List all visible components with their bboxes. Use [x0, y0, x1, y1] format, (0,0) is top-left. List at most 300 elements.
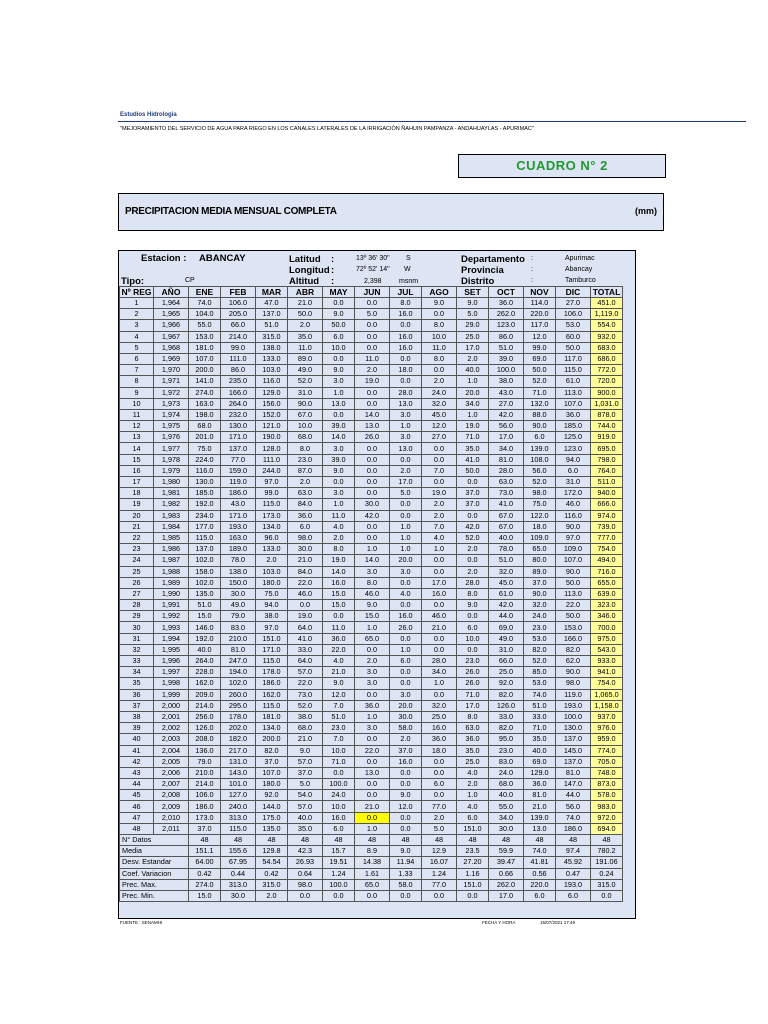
table-cell: 0.0	[422, 443, 457, 454]
table-cell: 232.0	[221, 409, 256, 420]
table-cell: 3.0	[390, 432, 422, 443]
column-header: JUL	[390, 287, 422, 298]
table-cell: 90.0	[524, 421, 556, 432]
table-cell: 85.0	[524, 667, 556, 678]
table-cell: 19.0	[323, 555, 355, 566]
table-cell: 61.0	[489, 588, 524, 599]
table-cell: 99.0	[256, 488, 288, 499]
table-cell: 26.0	[355, 432, 390, 443]
table-cell: 123.0	[556, 443, 591, 454]
table-cell: 98.0	[524, 488, 556, 499]
table-cell: 51.0	[256, 320, 288, 331]
stats-cell: 48	[189, 835, 221, 846]
estacion-value: ABANCAY	[199, 253, 246, 264]
table-cell: 74.0	[189, 298, 221, 309]
table-cell: 6.0	[422, 779, 457, 790]
stats-cell: 8.9	[355, 846, 390, 857]
stats-cell: 15.7	[323, 846, 355, 857]
stats-label: Coef. Variacion	[120, 868, 189, 879]
table-cell: 63.0	[288, 488, 323, 499]
stats-cell: 48	[221, 835, 256, 846]
stats-cell: 98.0	[288, 879, 323, 890]
table-cell: 4.0	[457, 767, 489, 778]
table-cell: 3.0	[355, 723, 390, 734]
table-cell: 126.0	[489, 700, 524, 711]
stats-cell: 0.42	[256, 868, 288, 879]
table-cell: 47	[120, 812, 154, 823]
table-cell: 40	[120, 734, 154, 745]
table-cell: 1.0	[390, 421, 422, 432]
table-cell: 777.0	[591, 532, 623, 543]
stats-cell: 45.92	[556, 857, 591, 868]
table-cell: 33.0	[524, 711, 556, 722]
table-cell: 33.0	[489, 711, 524, 722]
table-cell: 62.0	[556, 656, 591, 667]
table-cell: 20	[120, 510, 154, 521]
table-cell: 202.0	[221, 723, 256, 734]
table-cell: 50.0	[323, 320, 355, 331]
table-cell: 34.0	[489, 443, 524, 454]
table-cell: 716.0	[591, 566, 623, 577]
stats-label: Prec. Max.	[120, 879, 189, 890]
table-cell: 975.0	[591, 633, 623, 644]
table-cell: 107.0	[556, 555, 591, 566]
table-row	[120, 465, 623, 476]
table-cell: 22	[120, 532, 154, 543]
table-cell: 35.0	[288, 823, 323, 834]
table-cell: 0.0	[355, 790, 390, 801]
table-cell: 92.0	[256, 790, 288, 801]
table-cell: 13.0	[323, 398, 355, 409]
table-cell: 30.0	[390, 711, 422, 722]
table-cell: 22.0	[288, 678, 323, 689]
table-cell: 208.0	[189, 734, 221, 745]
table-cell: 0.0	[422, 790, 457, 801]
altitud-colon: :	[331, 276, 335, 287]
table-cell: 137.0	[556, 734, 591, 745]
table-cell: 695.0	[591, 443, 623, 454]
table-cell: 104.0	[189, 309, 221, 320]
table-cell: 2.0	[457, 353, 489, 364]
table-cell: 20.0	[390, 555, 422, 566]
table-cell: 754.0	[591, 544, 623, 555]
table-cell: 3	[120, 320, 154, 331]
column-header: NOV	[524, 287, 556, 298]
table-cell: 2,008	[154, 790, 189, 801]
table-cell: 2.0	[288, 477, 323, 488]
table-cell: 1.0	[422, 544, 457, 555]
table-cell: 16	[120, 465, 154, 476]
table-cell: 177.0	[189, 521, 221, 532]
table-cell: 313.0	[221, 812, 256, 823]
table-cell: 27.0	[556, 298, 591, 309]
table-cell: 2,001	[154, 711, 189, 722]
table-cell: 50.0	[457, 465, 489, 476]
stats-cell: 48	[556, 835, 591, 846]
table-cell: 1,995	[154, 644, 189, 655]
table-cell: 185.0	[189, 488, 221, 499]
table-cell: 8.0	[457, 588, 489, 599]
table-cell: 0.0	[355, 298, 390, 309]
table-cell: 0.0	[390, 454, 422, 465]
table-cell: 115.0	[556, 365, 591, 376]
stats-label: Desv. Estandar	[120, 857, 189, 868]
table-cell: 1.0	[422, 678, 457, 689]
table-cell: 228.0	[189, 667, 221, 678]
table-cell: 511.0	[591, 477, 623, 488]
stats-label: Prec. Min.	[120, 890, 189, 901]
table-cell: 247.0	[221, 656, 256, 667]
table-cell: 1,975	[154, 421, 189, 432]
table-cell: 1,974	[154, 409, 189, 420]
table-cell: 42.0	[489, 600, 524, 611]
table-cell: 50.0	[556, 611, 591, 622]
table-cell: 18.0	[390, 365, 422, 376]
table-cell: 2,003	[154, 734, 189, 745]
table-cell: 7.0	[323, 700, 355, 711]
column-header: Nº REG	[121, 286, 152, 297]
table-cell: 3.0	[323, 443, 355, 454]
estacion-label: Estacion :	[141, 253, 187, 264]
table-cell: 51.0	[489, 342, 524, 353]
table-row	[120, 723, 623, 734]
stats-cell: 48	[323, 835, 355, 846]
stats-cell: 11.94	[390, 857, 422, 868]
table-cell: 55.0	[189, 320, 221, 331]
table-cell: 28.0	[489, 465, 524, 476]
table-cell: 40.0	[457, 365, 489, 376]
table-cell: 107.0	[556, 398, 591, 409]
table-cell: 133.0	[256, 353, 288, 364]
stats-cell: 1.24	[323, 868, 355, 879]
table-cell: 28.0	[422, 656, 457, 667]
table-cell: 57.0	[288, 801, 323, 812]
table-cell: 40.0	[524, 745, 556, 756]
table-cell: 0.0	[355, 454, 390, 465]
table-row	[120, 432, 623, 443]
table-cell: 61.0	[556, 376, 591, 387]
table-cell: 12.0	[524, 331, 556, 342]
table-cell: 68.0	[189, 421, 221, 432]
table-cell: 66.0	[221, 320, 256, 331]
stats-cell: 48	[591, 835, 623, 846]
table-cell: 2.0	[422, 812, 457, 823]
table-cell: 0.0	[390, 600, 422, 611]
table-cell: 1.0	[390, 532, 422, 543]
table-cell: 54.0	[288, 790, 323, 801]
table-cell: 1,031.0	[591, 398, 623, 409]
table-cell: 940.0	[591, 488, 623, 499]
table-cell: 494.0	[591, 555, 623, 566]
table-cell: 0.0	[355, 443, 390, 454]
table-cell: 90.0	[556, 667, 591, 678]
table-cell: 36.0	[524, 779, 556, 790]
table-cell: 82.0	[524, 644, 556, 655]
table-cell: 18.0	[524, 521, 556, 532]
column-header: JUN	[355, 287, 390, 298]
stats-cell: 59.9	[489, 846, 524, 857]
table-cell: 10.0	[323, 745, 355, 756]
table-cell: 84.0	[288, 499, 323, 510]
provincia-value: Abancay	[565, 266, 593, 273]
table-cell: 1,985	[154, 532, 189, 543]
table-cell: 35.0	[288, 331, 323, 342]
table-cell: 125.0	[556, 432, 591, 443]
table-cell: 137.0	[256, 309, 288, 320]
table-row	[120, 365, 623, 376]
column-header: AGO	[422, 287, 457, 298]
table-row	[120, 678, 623, 689]
table-cell: 8.0	[288, 443, 323, 454]
table-cell: 1.0	[457, 376, 489, 387]
table-cell: 17.0	[457, 700, 489, 711]
table-cell: 686.0	[591, 353, 623, 364]
table-cell: 1,966	[154, 320, 189, 331]
table-cell: 11.0	[288, 342, 323, 353]
table-cell: 171.0	[221, 432, 256, 443]
table-cell: 2.0	[422, 499, 457, 510]
table-cell: 107.0	[189, 353, 221, 364]
table-cell: 1,982	[154, 499, 189, 510]
table-cell: 0.0	[422, 767, 457, 778]
stats-cell: 6.0	[524, 890, 556, 901]
table-row	[120, 633, 623, 644]
table-cell: 13.0	[355, 767, 390, 778]
table-cell: 137.0	[189, 544, 221, 555]
table-cell: 65.0	[524, 544, 556, 555]
table-cell: 0.0	[422, 566, 457, 577]
table-cell: 12.0	[323, 689, 355, 700]
stats-cell: 315.0	[256, 879, 288, 890]
table-cell: 68.0	[288, 723, 323, 734]
table-cell: 9.0	[355, 600, 390, 611]
table-cell: 3.0	[355, 566, 390, 577]
stats-cell: 0.56	[524, 868, 556, 879]
table-cell: 67.0	[489, 521, 524, 532]
table-cell: 101.0	[221, 779, 256, 790]
table-cell: 937.0	[591, 711, 623, 722]
table-cell: 43.0	[489, 387, 524, 398]
table-cell: 205.0	[221, 309, 256, 320]
table-cell: 1.0	[355, 544, 390, 555]
table-cell: 0.0	[390, 353, 422, 364]
table-cell: 2.0	[355, 365, 390, 376]
stats-cell: 155.6	[221, 846, 256, 857]
table-cell: 46.0	[422, 611, 457, 622]
table-row	[120, 532, 623, 543]
departamento-value: Apurimac	[565, 255, 595, 262]
table-cell: 13.0	[390, 443, 422, 454]
table-cell: 24.0	[323, 790, 355, 801]
table-cell: 81.0	[489, 454, 524, 465]
table-cell: 115.0	[189, 532, 221, 543]
stats-row	[120, 835, 623, 846]
table-cell: 113.0	[556, 387, 591, 398]
table-cell: 19.0	[355, 376, 390, 387]
table-cell: 11.0	[422, 342, 457, 353]
table-cell: 173.0	[189, 812, 221, 823]
distrito-label: Distrito	[461, 276, 495, 287]
table-cell: 28	[120, 600, 154, 611]
table-cell: 27.0	[489, 398, 524, 409]
table-cell: 153.0	[556, 622, 591, 633]
table-cell: 71.0	[524, 723, 556, 734]
stats-cell: 19.51	[323, 857, 355, 868]
table-cell: 36.0	[355, 700, 390, 711]
table-cell: 41.0	[489, 499, 524, 510]
table-cell: 0.0	[390, 767, 422, 778]
table-cell: 2.0	[457, 779, 489, 790]
table-cell: 0.0	[355, 488, 390, 499]
table-cell: 26.0	[390, 622, 422, 633]
table-cell: 117.0	[524, 320, 556, 331]
table-cell: 30.0	[221, 588, 256, 599]
table-cell: 100.0	[489, 365, 524, 376]
table-cell: 1,979	[154, 465, 189, 476]
table-cell: 1,984	[154, 521, 189, 532]
table-row	[120, 331, 623, 342]
table-cell: 52.0	[288, 700, 323, 711]
stats-cell: 100.0	[323, 879, 355, 890]
departamento-colon: :	[531, 255, 533, 262]
table-cell: 15	[120, 454, 154, 465]
table-cell: 60.0	[556, 331, 591, 342]
stats-cell: 0.0	[323, 890, 355, 901]
table-cell: 774.0	[591, 745, 623, 756]
table-cell: 73.0	[489, 488, 524, 499]
table-cell: 37.0	[457, 488, 489, 499]
table-cell: 53.0	[524, 678, 556, 689]
table-cell: 1,997	[154, 667, 189, 678]
column-header: FEB	[221, 287, 256, 298]
table-cell: 49.0	[489, 633, 524, 644]
table-cell: 50.0	[556, 342, 591, 353]
table-cell: 77.0	[221, 454, 256, 465]
table-cell: 81.0	[556, 767, 591, 778]
stats-cell: 12.9	[422, 846, 457, 857]
table-cell: 71.0	[457, 432, 489, 443]
table-cell: 44.0	[489, 611, 524, 622]
table-cell: 234.0	[189, 510, 221, 521]
table-cell: 4.0	[323, 656, 355, 667]
table-cell: 6.0	[457, 812, 489, 823]
table-cell: 119.0	[556, 689, 591, 700]
table-cell: 0.0	[457, 477, 489, 488]
table-cell: 126.0	[189, 723, 221, 734]
table-cell: 639.0	[591, 588, 623, 599]
table-cell: 46.0	[556, 499, 591, 510]
table-cell: 683.0	[591, 342, 623, 353]
table-cell: 1,970	[154, 365, 189, 376]
table-cell: 16.0	[422, 588, 457, 599]
table-cell: 143.0	[221, 767, 256, 778]
table-cell: 200.0	[256, 734, 288, 745]
table-cell: 88.0	[524, 409, 556, 420]
stats-cell: 48	[524, 835, 556, 846]
table-cell: 1,999	[154, 689, 189, 700]
table-cell: 6.0	[390, 656, 422, 667]
table-cell: 1,158.0	[591, 700, 623, 711]
table-cell: 1.0	[390, 521, 422, 532]
table-cell: 20.0	[390, 700, 422, 711]
table-cell: 798.0	[591, 454, 623, 465]
table-row	[120, 499, 623, 510]
table-cell: 32.0	[422, 398, 457, 409]
table-cell: 130.0	[556, 723, 591, 734]
project-title: "MEJORAMIENTO DEL SERVICIO DE AGUA PARA RIEGO EN LOS CANALES LATERALES DE LA IRRIGACIÓN ÑAHUIN PAMPANZA - ANDAHUAYLAS - APURIMAC"	[120, 126, 534, 132]
table-cell: 48	[120, 823, 154, 834]
table-cell: 5.0	[422, 823, 457, 834]
table-header-row	[120, 287, 623, 298]
table-cell: 6.0	[323, 823, 355, 834]
table-row	[120, 779, 623, 790]
table-cell: 42.0	[457, 521, 489, 532]
table-cell: 700.0	[591, 622, 623, 633]
table-cell: 39	[120, 723, 154, 734]
table-cell: 0.0	[323, 409, 355, 420]
table-cell: 90.0	[524, 588, 556, 599]
table-cell: 1,989	[154, 577, 189, 588]
stats-cell: 16.07	[422, 857, 457, 868]
table-cell: 1.0	[390, 644, 422, 655]
table-cell: 0.0	[288, 600, 323, 611]
table-cell: 323.0	[591, 600, 623, 611]
table-cell: 38	[120, 711, 154, 722]
table-cell: 1,996	[154, 656, 189, 667]
table-cell: 46.0	[355, 588, 390, 599]
table-row	[120, 711, 623, 722]
table-cell: 3.0	[390, 566, 422, 577]
table-cell: 111.0	[256, 454, 288, 465]
table-cell: 89.0	[288, 353, 323, 364]
table-cell: 52.0	[457, 532, 489, 543]
table-cell: 64.0	[288, 622, 323, 633]
table-cell: 111.0	[221, 353, 256, 364]
stats-label: Media	[120, 846, 189, 857]
table-cell: 172.0	[556, 488, 591, 499]
table-cell: 1,119.0	[591, 309, 623, 320]
table-cell: 6.0	[323, 331, 355, 342]
table-cell: 2.0	[355, 656, 390, 667]
stats-cell: 0.0	[288, 890, 323, 901]
table-cell: 1,977	[154, 443, 189, 454]
table-cell: 158.0	[189, 566, 221, 577]
table-cell: 3.0	[355, 678, 390, 689]
table-cell: 115.0	[256, 499, 288, 510]
table-cell: 53.0	[524, 633, 556, 644]
table-cell: 12.0	[390, 801, 422, 812]
table-cell: 13.0	[390, 398, 422, 409]
table-cell: 0.0	[457, 611, 489, 622]
table-cell: 2,000	[154, 700, 189, 711]
table-cell: 3.0	[323, 376, 355, 387]
table-row	[120, 298, 623, 309]
table-cell: 79.0	[221, 611, 256, 622]
table-cell: 21.0	[323, 667, 355, 678]
altitud-value: 2,398	[364, 278, 382, 285]
table-cell: 0.0	[355, 756, 390, 767]
table-cell: 8.0	[422, 353, 457, 364]
table-cell: 1.0	[457, 409, 489, 420]
table-cell: 4.0	[422, 532, 457, 543]
source-note: FUENTE : SENAMHI	[120, 920, 163, 925]
table-cell: 0.0	[390, 812, 422, 823]
column-header: MAY	[323, 287, 355, 298]
table-cell: 193.0	[221, 521, 256, 532]
table-cell: 6	[120, 353, 154, 364]
table-cell: 36	[120, 689, 154, 700]
table-cell: 1,969	[154, 353, 189, 364]
